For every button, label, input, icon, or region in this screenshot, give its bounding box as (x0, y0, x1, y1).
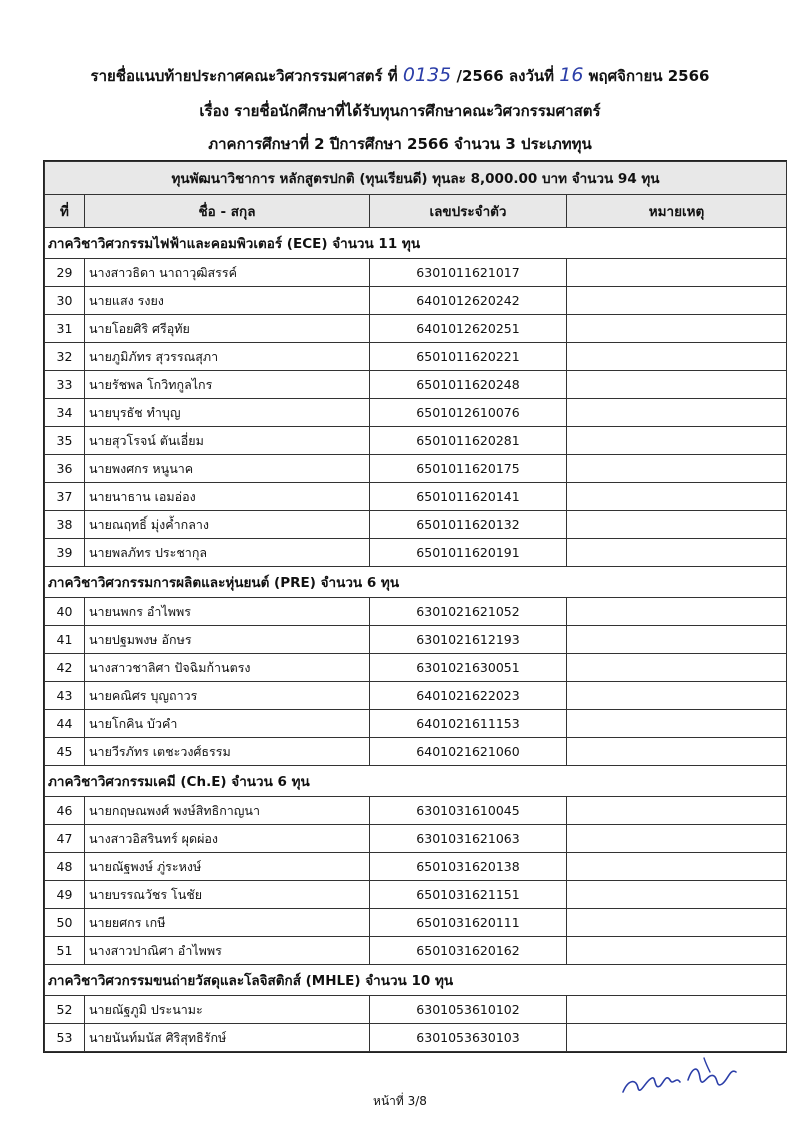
table-banner-row (45, 162, 787, 195)
table-row (45, 626, 787, 654)
cell-name: นายปฐมพงษ อักษร (85, 626, 370, 654)
cell-note (567, 626, 787, 654)
cell-student-id: 6301021630051 (370, 654, 567, 682)
cell-no: 37 (45, 483, 85, 511)
cell-no: 39 (45, 539, 85, 567)
department-row (45, 766, 787, 797)
column-header-name: ชื่อ - สกุล (85, 195, 370, 228)
table-header-row (45, 195, 787, 228)
cell-name: นายโอยศิริ ศรีอุทัย (85, 315, 370, 343)
cell-student-id: 6301021612193 (370, 626, 567, 654)
cell-note (567, 853, 787, 881)
table-row (45, 1024, 787, 1052)
cell-no: 50 (45, 909, 85, 937)
cell-no: 30 (45, 287, 85, 315)
table-row (45, 399, 787, 427)
cell-note (567, 511, 787, 539)
table-row (45, 598, 787, 626)
cell-no: 31 (45, 315, 85, 343)
cell-name: นางสาวธิดา นาถาวุฒิสรรค์ (85, 259, 370, 287)
cell-name: นายวีรภัทร เตชะวงศ์ธรรม (85, 738, 370, 766)
cell-name: นางสาวอิสรินทร์ ผุดผ่อง (85, 825, 370, 853)
cell-no: 52 (45, 996, 85, 1024)
cell-name: นายนาธาน เอมอ่อง (85, 483, 370, 511)
cell-student-id: 6501011620175 (370, 455, 567, 483)
cell-name: นายณัฐภูมิ ประนามะ (85, 996, 370, 1024)
cell-student-id: 6501031621151 (370, 881, 567, 909)
department-row (45, 567, 787, 598)
department-title: ภาควิชาวิศวกรรมขนถ่ายวัสดุและโลจิสติกส์ (MHLE) จำนวน 10 ทุน (45, 965, 787, 996)
cell-student-id: 6501031620138 (370, 853, 567, 881)
cell-no: 36 (45, 455, 85, 483)
department-title: ภาควิชาวิศวกรรมการผลิตและหุ่นยนต์ (PRE) จำนวน 6 ทุน (45, 567, 787, 598)
cell-name: นายแสง รงยง (85, 287, 370, 315)
handwritten-announcement-number: 0135 (402, 64, 452, 86)
cell-name: นายคณิศร บุญถาวร (85, 682, 370, 710)
cell-no: 51 (45, 937, 85, 965)
department-row (45, 228, 787, 259)
cell-no: 47 (45, 825, 85, 853)
table-row (45, 996, 787, 1024)
cell-note (567, 315, 787, 343)
cell-name: นายยศกร เกษี (85, 909, 370, 937)
cell-student-id: 6301021621052 (370, 598, 567, 626)
cell-note (567, 682, 787, 710)
cell-student-id: 6301053630103 (370, 1024, 567, 1052)
cell-student-id: 6501011620281 (370, 427, 567, 455)
handwritten-day: 16 (559, 64, 584, 86)
cell-note (567, 399, 787, 427)
cell-student-id: 6501031620111 (370, 909, 567, 937)
cell-note (567, 1024, 787, 1052)
cell-note (567, 654, 787, 682)
table-row (45, 738, 787, 766)
table-row (45, 825, 787, 853)
cell-no: 40 (45, 598, 85, 626)
cell-name: นายโกคิน บัวคำ (85, 710, 370, 738)
cell-student-id: 6501011620221 (370, 343, 567, 371)
page-number: หน้าที่ 3/8 (373, 1094, 427, 1108)
cell-student-id: 6501011620141 (370, 483, 567, 511)
department-title: ภาควิชาวิศวกรรมเคมี (Ch.E) จำนวน 6 ทุน (45, 766, 787, 797)
table-row (45, 371, 787, 399)
cell-no: 49 (45, 881, 85, 909)
cell-name: นายณฤทธิ์ มุ่งค้ำกลาง (85, 511, 370, 539)
table-row (45, 483, 787, 511)
cell-no: 41 (45, 626, 85, 654)
table-row (45, 654, 787, 682)
cell-name: นายรัชพล โกวิทกูลไกร (85, 371, 370, 399)
cell-note (567, 996, 787, 1024)
cell-note (567, 371, 787, 399)
cell-note (567, 427, 787, 455)
cell-note (567, 825, 787, 853)
cell-no: 43 (45, 682, 85, 710)
cell-note (567, 909, 787, 937)
cell-name: นายพลภัทร ประชากุล (85, 539, 370, 567)
table-row (45, 427, 787, 455)
cell-note (567, 738, 787, 766)
cell-student-id: 6301031621063 (370, 825, 567, 853)
cell-no: 29 (45, 259, 85, 287)
cell-student-id: 6401012620242 (370, 287, 567, 315)
cell-student-id: 6301053610102 (370, 996, 567, 1024)
cell-no: 32 (45, 343, 85, 371)
table-row (45, 881, 787, 909)
cell-no: 38 (45, 511, 85, 539)
table-row (45, 710, 787, 738)
cell-name: นายบุรธัช ทำบุญ (85, 399, 370, 427)
header-line-3: ภาคการศึกษาที่ 2 ปีการศึกษา 2566 จำนวน 3 ประเภททุน (208, 135, 592, 153)
cell-name: นายภูมิภัทร สุวรรณสุภา (85, 343, 370, 371)
cell-note (567, 598, 787, 626)
cell-note (567, 259, 787, 287)
cell-name: นายกฤษณพงศ์ พงษ์สิทธิกาญนา (85, 797, 370, 825)
cell-student-id: 6501011620191 (370, 539, 567, 567)
cell-name: นางสาวปาณิศา อำไพพร (85, 937, 370, 965)
table-row (45, 287, 787, 315)
cell-note (567, 710, 787, 738)
cell-name: นายนพกร อำไพพร (85, 598, 370, 626)
header-line-1-prefix: รายชื่อแนบท้ายประกาศคณะวิศวกรรมศาสตร์ ที่ (90, 67, 398, 85)
cell-no: 33 (45, 371, 85, 399)
cell-student-id: 6401012620251 (370, 315, 567, 343)
table-row (45, 937, 787, 965)
cell-student-id: 6501011620248 (370, 371, 567, 399)
table-row (45, 853, 787, 881)
cell-student-id: 6401021622023 (370, 682, 567, 710)
cell-student-id: 6501031620162 (370, 937, 567, 965)
cell-note (567, 343, 787, 371)
cell-no: 46 (45, 797, 85, 825)
cell-note (567, 937, 787, 965)
column-header-id: เลขประจำตัว (370, 195, 567, 228)
table-row (45, 455, 787, 483)
cell-student-id: 6501011620132 (370, 511, 567, 539)
table-row (45, 797, 787, 825)
cell-no: 42 (45, 654, 85, 682)
table-row (45, 343, 787, 371)
cell-name: นายสุวโรจน์ ตันเอี่ยม (85, 427, 370, 455)
cell-name: นายณัฐพงษ์ ภู่ระหงษ์ (85, 853, 370, 881)
cell-no: 44 (45, 710, 85, 738)
table-row (45, 539, 787, 567)
header-line-1-suffix: พฤศจิกายน 2566 (588, 67, 710, 85)
cell-note (567, 539, 787, 567)
cell-name: นายพงศกร หนูนาค (85, 455, 370, 483)
scholarship-table (43, 160, 787, 1053)
table-banner: ทุนพัฒนาวิชาการ หลักสูตรปกติ (ทุนเรียนดี) ทุนละ 8,000.00 บาท จำนวน 94 ทุน (45, 162, 787, 195)
table-row (45, 259, 787, 287)
header-line-1 (0, 64, 800, 88)
cell-name: นางสาวชาลิศา ปัจฉิมก้านตรง (85, 654, 370, 682)
department-title: ภาควิชาวิศวกรรมไฟฟ้าและคอมพิวเตอร์ (ECE) จำนวน 11 ทุน (45, 228, 787, 259)
cell-note (567, 455, 787, 483)
header-line-2: เรื่อง รายชื่อนักศึกษาที่ได้รับทุนการศึกษาคณะวิศวกรรมศาสตร์ (199, 102, 601, 120)
table-row (45, 682, 787, 710)
cell-student-id: 6401021621060 (370, 738, 567, 766)
cell-note (567, 797, 787, 825)
table-row (45, 511, 787, 539)
cell-name: นายบรรณวัชร โนชัย (85, 881, 370, 909)
cell-no: 48 (45, 853, 85, 881)
column-header-note: หมายเหตุ (567, 195, 787, 228)
header-line-1-mid: /2566 ลงวันที่ (456, 67, 555, 85)
cell-student-id: 6401021611153 (370, 710, 567, 738)
cell-student-id: 6301011621017 (370, 259, 567, 287)
cell-note (567, 483, 787, 511)
cell-no: 53 (45, 1024, 85, 1052)
cell-student-id: 6501012610076 (370, 399, 567, 427)
table-row (45, 909, 787, 937)
cell-student-id: 6301031610045 (370, 797, 567, 825)
department-row (45, 965, 787, 996)
cell-note (567, 287, 787, 315)
column-header-no: ที่ (45, 195, 85, 228)
cell-no: 34 (45, 399, 85, 427)
cell-no: 45 (45, 738, 85, 766)
cell-no: 35 (45, 427, 85, 455)
cell-note (567, 881, 787, 909)
table-row (45, 315, 787, 343)
cell-name: นายนันท์มนัส ศิริสุทธิรักษ์ (85, 1024, 370, 1052)
